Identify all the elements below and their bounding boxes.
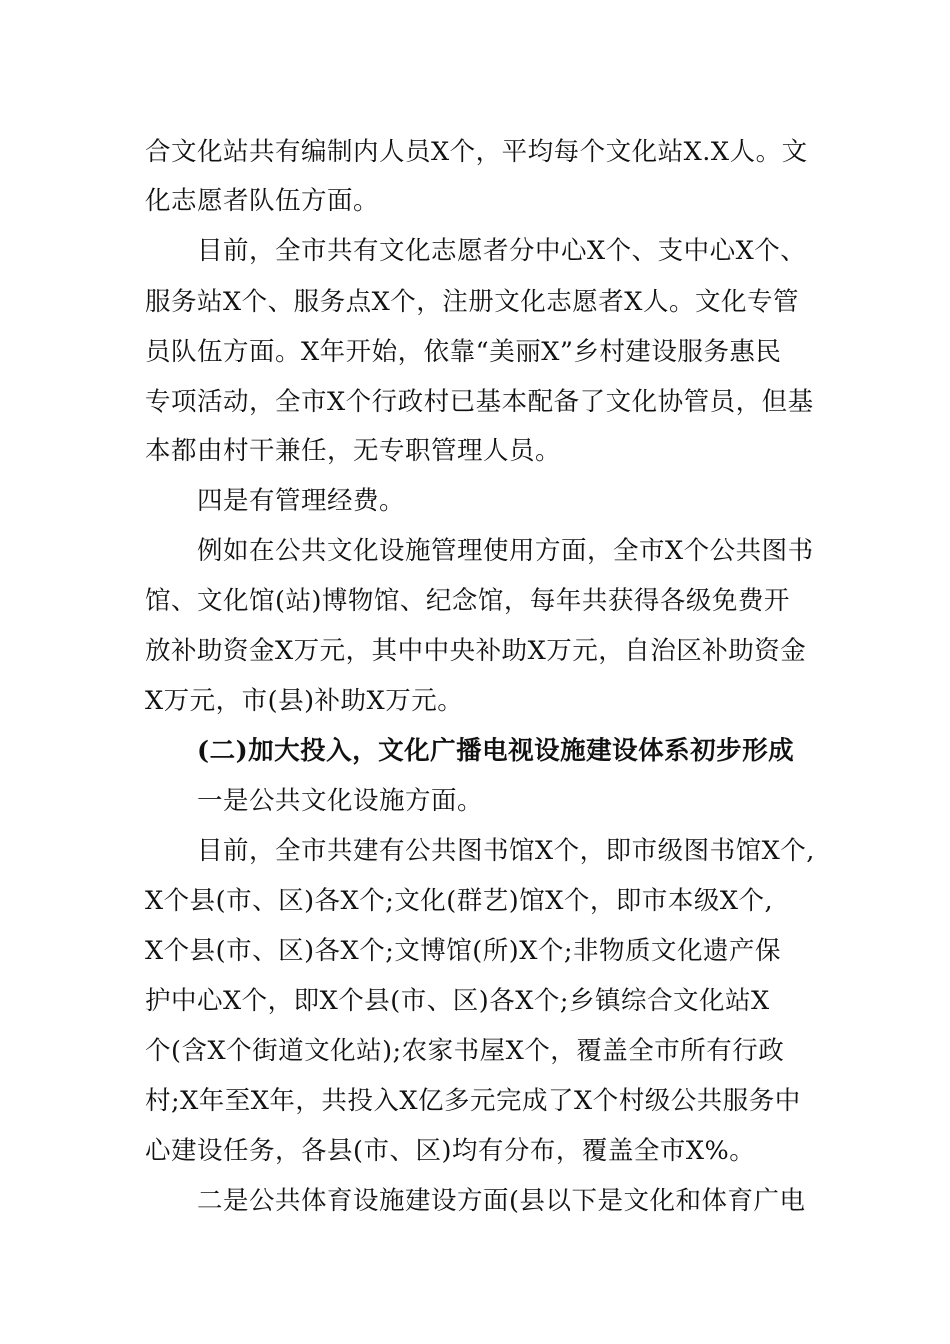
paragraph-line: 个(含X个街道文化站);农家书屋X个，覆盖全市所有行政 bbox=[145, 1036, 785, 1066]
paragraph-line: 目前，全市共有文化志愿者分中心X个、支中心X个、 bbox=[197, 236, 807, 266]
paragraph-line: 放补助资金X万元，其中中央补助X万元，自治区补助资金 bbox=[145, 636, 807, 666]
paragraph-line: 本都由村干兼任，无专职管理人员。 bbox=[145, 436, 562, 466]
paragraph-line: 心建设任务，各县(市、区)均有分布，覆盖全市X%。 bbox=[145, 1136, 756, 1166]
paragraph-line: X个县(市、区)各X个;文博馆(所)X个;非物质文化遗产保 bbox=[145, 936, 781, 966]
paragraph-line: 例如在公共文化设施管理使用方面，全市X个公共图书 bbox=[197, 536, 814, 566]
paragraph-line: 护中心X个，即X个县(市、区)各X个;乡镇综合文化站X bbox=[145, 986, 770, 1016]
paragraph-line: 合文化站共有编制内人员X个，平均每个文化站X.X人。文 bbox=[145, 137, 808, 167]
paragraph-line: 员队伍方面。X年开始，依靠“美丽X”乡村建设服务惠民 bbox=[145, 337, 782, 367]
paragraph-line: 一是公共文化设施方面。 bbox=[197, 786, 484, 816]
paragraph-line: 四是有管理经费。 bbox=[197, 486, 406, 516]
paragraph-line: 二是公共体育设施建设方面(县以下是文化和体育广电 bbox=[197, 1186, 806, 1216]
paragraph-line: 专项活动，全市X个行政村已基本配备了文化协管员，但基 bbox=[145, 387, 814, 417]
paragraph-line: 村;X年至X年，共投入X亿多元完成了X个村级公共服务中 bbox=[145, 1086, 801, 1116]
paragraph-line: 服务站X个、服务点X个，注册文化志愿者X人。文化专管 bbox=[145, 287, 799, 317]
section-heading: (二)加大投入，文化广播电视设施建设体系初步形成 bbox=[197, 736, 795, 766]
paragraph-line: X个县(市、区)各X个;文化(群艺)馆X个，即市本级X个, bbox=[145, 886, 774, 916]
paragraph-line: X万元，市(县)补助X万元。 bbox=[145, 686, 464, 716]
paragraph-line: 化志愿者队伍方面。 bbox=[145, 186, 380, 216]
paragraph-line: 目前，全市共建有公共图书馆X个，即市级图书馆X个, bbox=[197, 836, 815, 866]
paragraph-line: 馆、文化馆(站)博物馆、纪念馆，每年共获得各级免费开 bbox=[145, 586, 790, 616]
